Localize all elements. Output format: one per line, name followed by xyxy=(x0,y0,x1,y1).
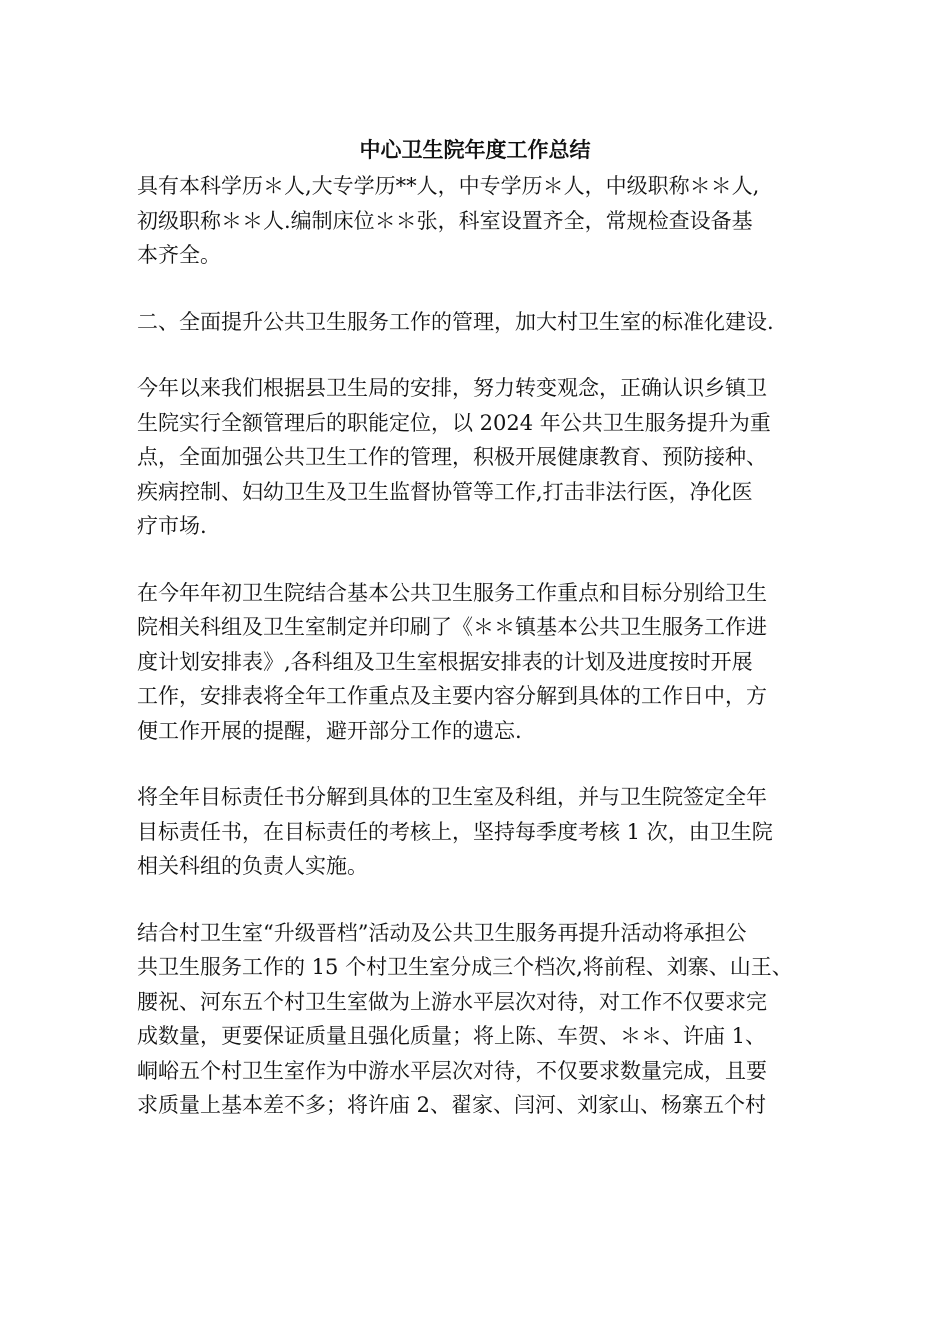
paragraph-line: 共卫生服务工作的 15 个村卫生室分成三个档次,将前程、刘寨、山王、 xyxy=(137,955,793,979)
paragraph-line: 度计划安排表》,各科组及卫生室根据安排表的计划及进度按时开展 xyxy=(137,649,753,674)
paragraph-line: 本齐全。 xyxy=(137,243,221,267)
paragraph-line: 生院实行全额管理后的职能定位，以 2024 年公共卫生服务提升为重 xyxy=(137,410,771,435)
paragraph-1 xyxy=(137,169,817,273)
paragraph-line: 疾病控制、妇幼卫生及卫生监督协管等工作,打击非法行医，净化医 xyxy=(137,479,753,504)
paragraph-line: 成数量，更要保证质量且强化质量；将上陈、车贺、＊＊、许庙 1、 xyxy=(137,1024,767,1048)
paragraph-line: 工作，安排表将全年工作重点及主要内容分解到具体的工作日中，方 xyxy=(137,684,767,708)
paragraph-line: 峒峪五个村卫生室作为中游水平层次对待，不仅要求数量完成，且要 xyxy=(137,1058,767,1083)
paragraph-line: 院相关科组及卫生室制定并印刷了《＊＊镇基本公共卫生服务工作进 xyxy=(137,615,767,639)
paragraph-line: 具有本科学历＊人,大专学历**人，中专学历＊人，中级职称＊＊人, xyxy=(137,174,760,198)
paragraph-line: 结合村卫生室“升级晋档”活动及公共卫生服务再提升活动将承担公 xyxy=(137,920,747,945)
paragraph-line: 腰祝、河东五个村卫生室做为上游水平层次对待，对工作不仅要求完 xyxy=(137,989,767,1014)
paragraph-line: 将全年目标责任书分解到具体的卫生室及科组，并与卫生院签定全年 xyxy=(137,785,767,809)
paragraph-5 xyxy=(137,780,817,884)
paragraph-6 xyxy=(137,916,817,1123)
paragraph-line: 点，全面加强公共卫生工作的管理，积极开展健康教育、预防接种、 xyxy=(137,445,767,469)
document-body xyxy=(137,169,817,1155)
paragraph-line: 求质量上基本差不多；将许庙 2、翟家、闫河、刘家山、杨寨五个村 xyxy=(137,1093,767,1117)
paragraph-line: 今年以来我们根据县卫生局的安排，努力转变观念，正确认识乡镇卫 xyxy=(137,376,767,400)
paragraph-2 xyxy=(137,305,817,340)
paragraph-4 xyxy=(137,576,817,749)
paragraph-3 xyxy=(137,371,817,544)
paragraph-line: 初级职称＊＊人.编制床位＊＊张，科室设置齐全，常规检查设备基 xyxy=(137,208,753,233)
paragraph-line: 二、全面提升公共卫生服务工作的管理，加大村卫生室的标准化建设. xyxy=(137,309,774,334)
paragraph-line: 在今年年初卫生院结合基本公共卫生服务工作重点和目标分别给卫生 xyxy=(137,580,767,605)
document-title: 中心卫生院年度工作总结 xyxy=(359,137,591,162)
paragraph-line: 便工作开展的提醒，避开部分工作的遗忘. xyxy=(137,718,522,743)
paragraph-line: 疗市场. xyxy=(137,514,207,538)
paragraph-line: 相关科组的负责人实施。 xyxy=(137,854,368,878)
paragraph-line: 目标责任书，在目标责任的考核上，坚持每季度考核 1 次，由卫生院 xyxy=(137,819,773,844)
